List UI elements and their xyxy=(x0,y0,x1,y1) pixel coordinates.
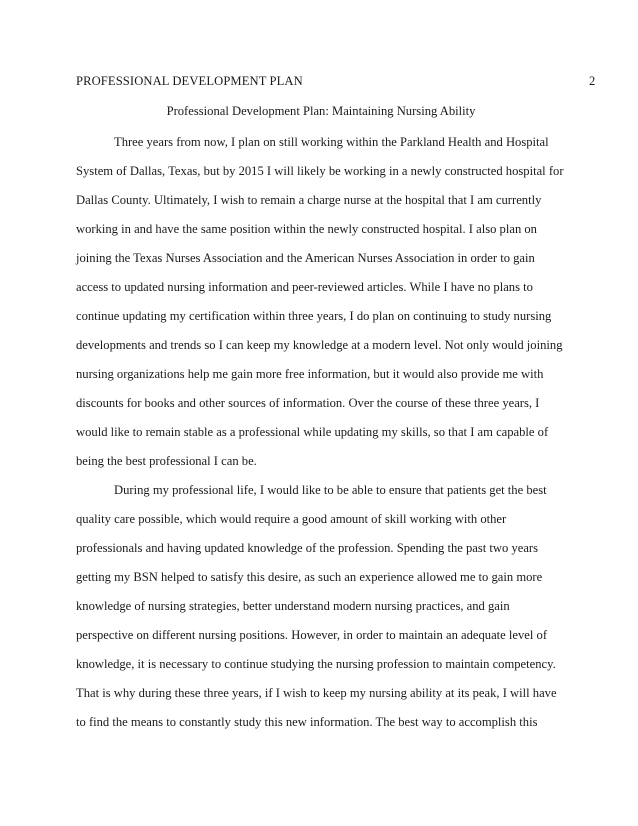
text-line: During my professional life, I would like to be able to ensure that patients get the best xyxy=(114,483,547,497)
text-line: perspective on different nursing positions. However, in order to maintain an adequate level of xyxy=(76,628,548,642)
document-title: Professional Development Plan: Maintaining Nursing Ability xyxy=(166,104,476,118)
text-line: continue updating my certification within three years, I do plan on continuing to study nursing xyxy=(76,309,552,323)
text-line: working in and have the same position within the newly constructed hospital. I also plan on xyxy=(76,222,537,236)
text-line: nursing organizations help me gain more free information, but it would also provide me with xyxy=(76,367,544,381)
text-line: quality care possible, which would require a good amount of skill working with other xyxy=(76,512,507,526)
text-line: That is why during these three years, if I wish to keep my nursing ability at its peak, I will have xyxy=(76,686,557,700)
running-head: PROFESSIONAL DEVELOPMENT PLAN xyxy=(76,74,303,88)
text-line: access to updated nursing information and peer-reviewed articles. While I have no plans to xyxy=(76,280,533,294)
text-line: being the best professional I can be. xyxy=(76,454,257,468)
text-line: knowledge of nursing strategies, better understand modern nursing practices, and gain xyxy=(76,599,510,613)
text-line: discounts for books and other sources of information. Over the course of these three years, I xyxy=(76,396,540,410)
text-line: joining the Texas Nurses Association and the American Nurses Association in order to gain xyxy=(76,251,535,265)
text-line: developments and trends so I can keep my knowledge at a modern level. Not only would joining xyxy=(76,338,563,352)
text-line: knowledge, it is necessary to continue studying the nursing profession to maintain competency. xyxy=(76,657,556,671)
text-line: Three years from now, I plan on still working within the Parkland Health and Hospital xyxy=(114,135,549,149)
text-line: getting my BSN helped to satisfy this desire, as such an experience allowed me to gain more xyxy=(76,570,543,584)
text-line: professionals and having updated knowledge of the profession. Spending the past two years xyxy=(76,541,539,555)
page-number: 2 xyxy=(589,74,596,88)
text-line: would like to remain stable as a professional while updating my skills, so that I am capable of xyxy=(76,425,549,439)
text-line: Dallas County. Ultimately, I wish to remain a charge nurse at the hospital that I am currently xyxy=(76,193,542,207)
text-line: to find the means to constantly study this new information. The best way to accomplish this xyxy=(76,715,538,729)
text-line: System of Dallas, Texas, but by 2015 I will likely be working in a newly constructed hospital for xyxy=(76,164,564,178)
